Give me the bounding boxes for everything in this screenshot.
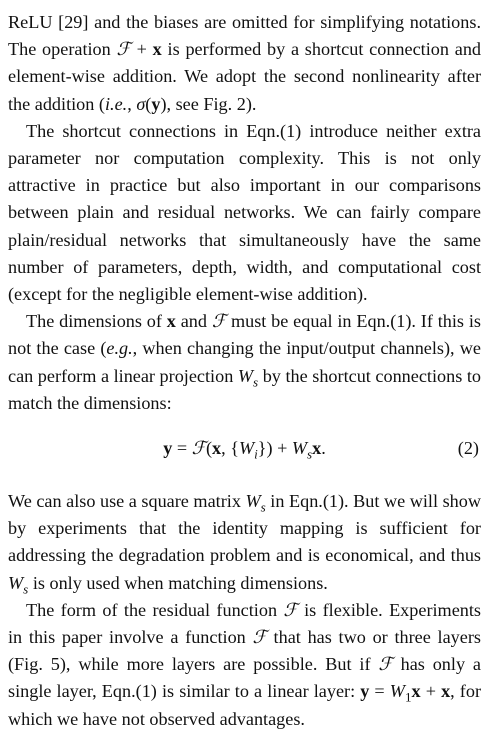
math-symbol: y <box>360 681 370 702</box>
math-symbol: W <box>389 681 405 702</box>
math-subscript: s <box>307 446 313 462</box>
math-symbol: ℱ <box>191 438 206 460</box>
math-subscript: s <box>23 581 29 597</box>
math-symbol: y <box>151 93 161 114</box>
math-symbol: ℱ <box>283 599 298 621</box>
math-subscript: i <box>254 446 258 462</box>
paragraph-5: The form of the residual function ℱ is flexible. Experiments in this paper involve a function ℱ that has two or three layers (Fig. 5), while more layers are possible. But if ℱ has only a single layer, Eqn.(1) is similar to a linear layer: $y = W_1x + x$, for which we have not observed advantages. <box>8 599 482 729</box>
paragraph-4: We can also use a square matrix $W_s$ in Eqn.(1). But we will show by experiments that the identity mapping is sufficient for addressing the degradation problem and is economical, and thus $W_s$ is only used when matching dimensions. <box>8 491 481 597</box>
math-symbol: x <box>312 438 322 459</box>
math-subscript: s <box>260 499 266 515</box>
math-symbol: σ <box>136 93 146 114</box>
equation-body: y = ℱ(x, $\{W_i\}) + W_sx$. <box>163 438 326 462</box>
math-symbol: ℱ <box>116 39 131 61</box>
math-symbol: x <box>441 681 451 702</box>
math-symbol: i.e. <box>104 93 128 114</box>
math-symbol: ℱ <box>211 311 227 333</box>
math-symbol: x <box>212 438 222 459</box>
math-symbol: e.g. <box>106 338 133 359</box>
math-symbol: W <box>238 438 255 459</box>
paragraph-3: The dimensions of x and ℱ must be equal in Eqn.(1). If this is not the case (e.g., when changing the input/output channels), we can perform a linear projection $W_s$ by the shortcut connections to match the dimensions: <box>8 311 481 413</box>
math-symbol: W <box>245 491 261 512</box>
math-symbol: ℱ <box>252 627 267 649</box>
math-symbol: y <box>163 438 173 459</box>
paragraph-1: ReLU [29] and the biases are omitted for simplifying notations. The operation ℱ + x is performed by a shortcut connection and element-wise addition. We adopt the second nonlinearity after the addition (i.e., σ(y), see Fig. 2). <box>8 12 482 114</box>
math-subscript: s <box>253 374 259 390</box>
math-symbol: ℱ <box>378 654 393 676</box>
math-symbol: W <box>291 438 308 459</box>
math-symbol: x <box>411 681 421 702</box>
math-subscript: 1 <box>404 690 412 706</box>
equation-number: (2) <box>457 438 479 459</box>
math-symbol: W <box>237 365 254 386</box>
math-symbol: x <box>152 39 162 60</box>
math-symbol: x <box>166 311 176 332</box>
math-symbol: W <box>8 572 24 593</box>
equation-2 <box>8 422 481 480</box>
paragraph-2: The shortcut connections in Eqn.(1) introduce neither extra parameter nor computation complexity. This is not only attractive in practice but also important in our comparisons between plain and residual networks. We can fairly compare plain/residual networks that simultaneously have the same number of parameters, depth, width, and computational cost (except for the negligible element-wise addition). <box>8 120 481 305</box>
